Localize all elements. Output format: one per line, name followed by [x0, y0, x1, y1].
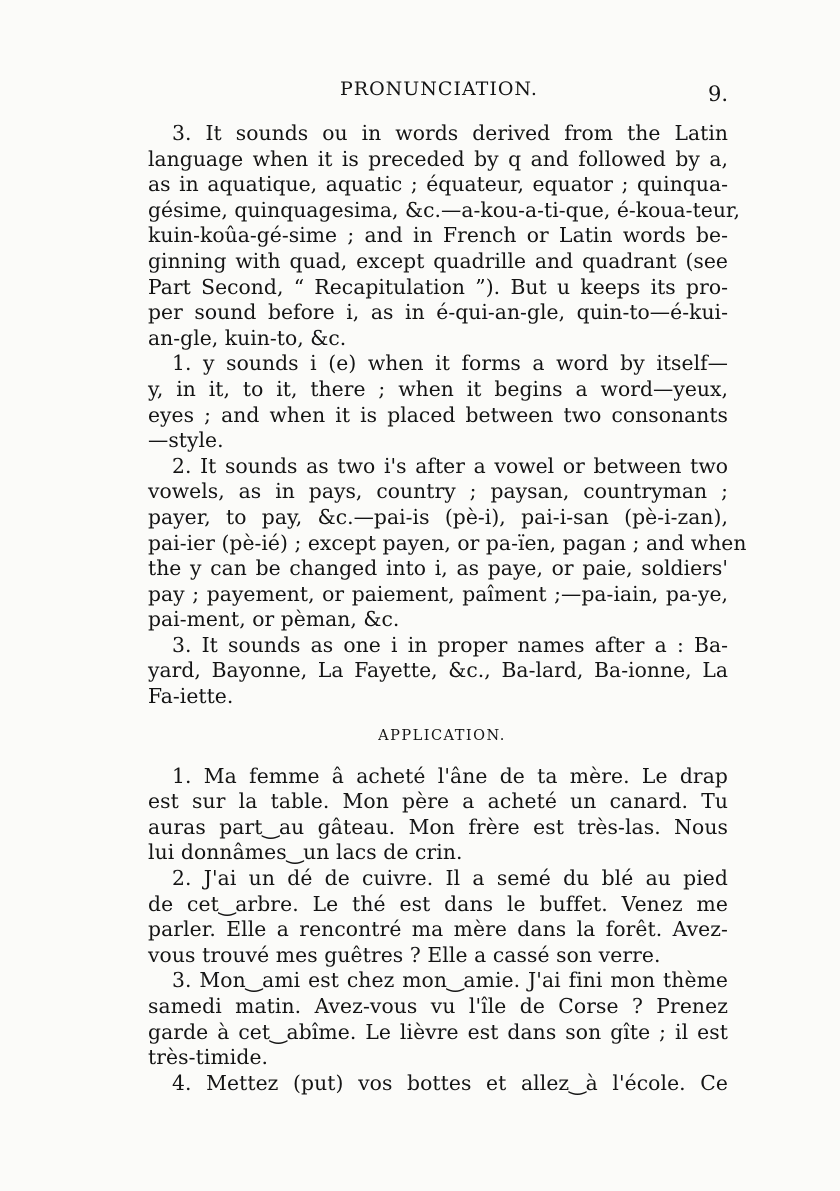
text-line: per sound before i, as in é-qui-an-gle, quin-to—é-kui- [148, 300, 728, 325]
text-line: vowels, as in pays, country ; paysan, countryman ; [148, 479, 728, 504]
text-line: parler. Elle a rencontré ma mère dans la forêt. Avez- [148, 917, 728, 942]
text-line: yard, Bayonne, La Fayette, &c., Ba-lard, Ba-ionne, La [148, 658, 728, 683]
text-line: an-gle, kuin-to, &c. [148, 325, 347, 350]
text-line: est sur la table. Mon père a acheté un canard. Tu [148, 789, 728, 814]
text-line: très-timide. [148, 1045, 269, 1070]
application-exercises [148, 764, 728, 1097]
text-line: eyes ; and when it is placed between two consonants [148, 402, 728, 427]
text-line: 2. J'ai un dé de cuivre. Il a semé du blé au pied [172, 866, 728, 891]
text-line: 1. Ma femme â acheté l'âne de ta mère. Le drap [172, 763, 728, 788]
text-line: Fa-iette. [148, 684, 234, 709]
running-title: PRONUNCIATION. [340, 78, 538, 100]
text-line: lui donnâmes‿un lacs de crin. [148, 840, 463, 865]
text-line: kuin-koûa-gé-sime ; and in French or Latin words be- [148, 223, 728, 248]
text-line: y, in it, to it, there ; when it begins a word—yeux, [148, 376, 728, 401]
text-line: 2. It sounds as two i's after a vowel or between two [172, 453, 728, 478]
text-line: auras part‿au gâteau. Mon frère est très-las. Nous [148, 814, 728, 839]
text-line: gésime, quinquagesima, &c.—a-kou-a-ti-que, é-koua-teur, [148, 197, 740, 222]
text-line: pai-ment, or pèman, &c. [148, 607, 400, 632]
text-line: language when it is preceded by q and followed by a, [148, 146, 728, 171]
text-line: 3. It sounds as one i in proper names after a : Ba- [172, 632, 728, 657]
text-line: vous trouvé mes guêtres ? Elle a cassé son verre. [148, 942, 661, 967]
text-line: as in aquatique, aquatic ; équateur, equator ; quinqua- [148, 172, 728, 197]
text-line: samedi matin. Avez-vous vu l'île de Corse ? Prenez [148, 994, 728, 1018]
text-line: 3. Mon‿ami est chez mon‿amie. J'ai fini mon thème [172, 968, 728, 993]
text-line: payer, to pay, &c.—pai-is (pè-i), pai-i-san (pè-i-zan), [148, 504, 728, 529]
text-line: ginning with quad, except quadrille and quadrant (see [148, 248, 728, 273]
text-line: 1. y sounds i (e) when it forms a word by itself— [172, 351, 728, 376]
section-heading: APPLICATION. [378, 727, 506, 744]
text-line: pay ; payement, or paiement, paîment ;—pa-iain, pa-ye, [148, 581, 728, 606]
page-number: 9. [707, 82, 728, 106]
page-header [148, 78, 728, 110]
text-line: —style. [148, 428, 224, 453]
text-line: 4. Mettez (put) vos bottes et allez‿à l'école. Ce [172, 1070, 728, 1095]
body-text [148, 121, 747, 1096]
text-line: garde à cet‿abîme. Le lièvre est dans son gîte ; il est [148, 1019, 728, 1044]
text-line: Part Second, “ Recapitulation ”). But u keeps its pro- [148, 274, 728, 299]
text-line: 3. It sounds ou in words derived from the Latin [172, 121, 728, 145]
text-line: the y can be changed into i, as paye, or paie, soldiers' [148, 556, 728, 581]
text-line: pai-ier (pè-ié) ; except payen, or pa-ïen, pagan ; and when [148, 530, 747, 555]
text-line: de cet‿arbre. Le thé est dans le buffet. Venez me [148, 891, 728, 916]
